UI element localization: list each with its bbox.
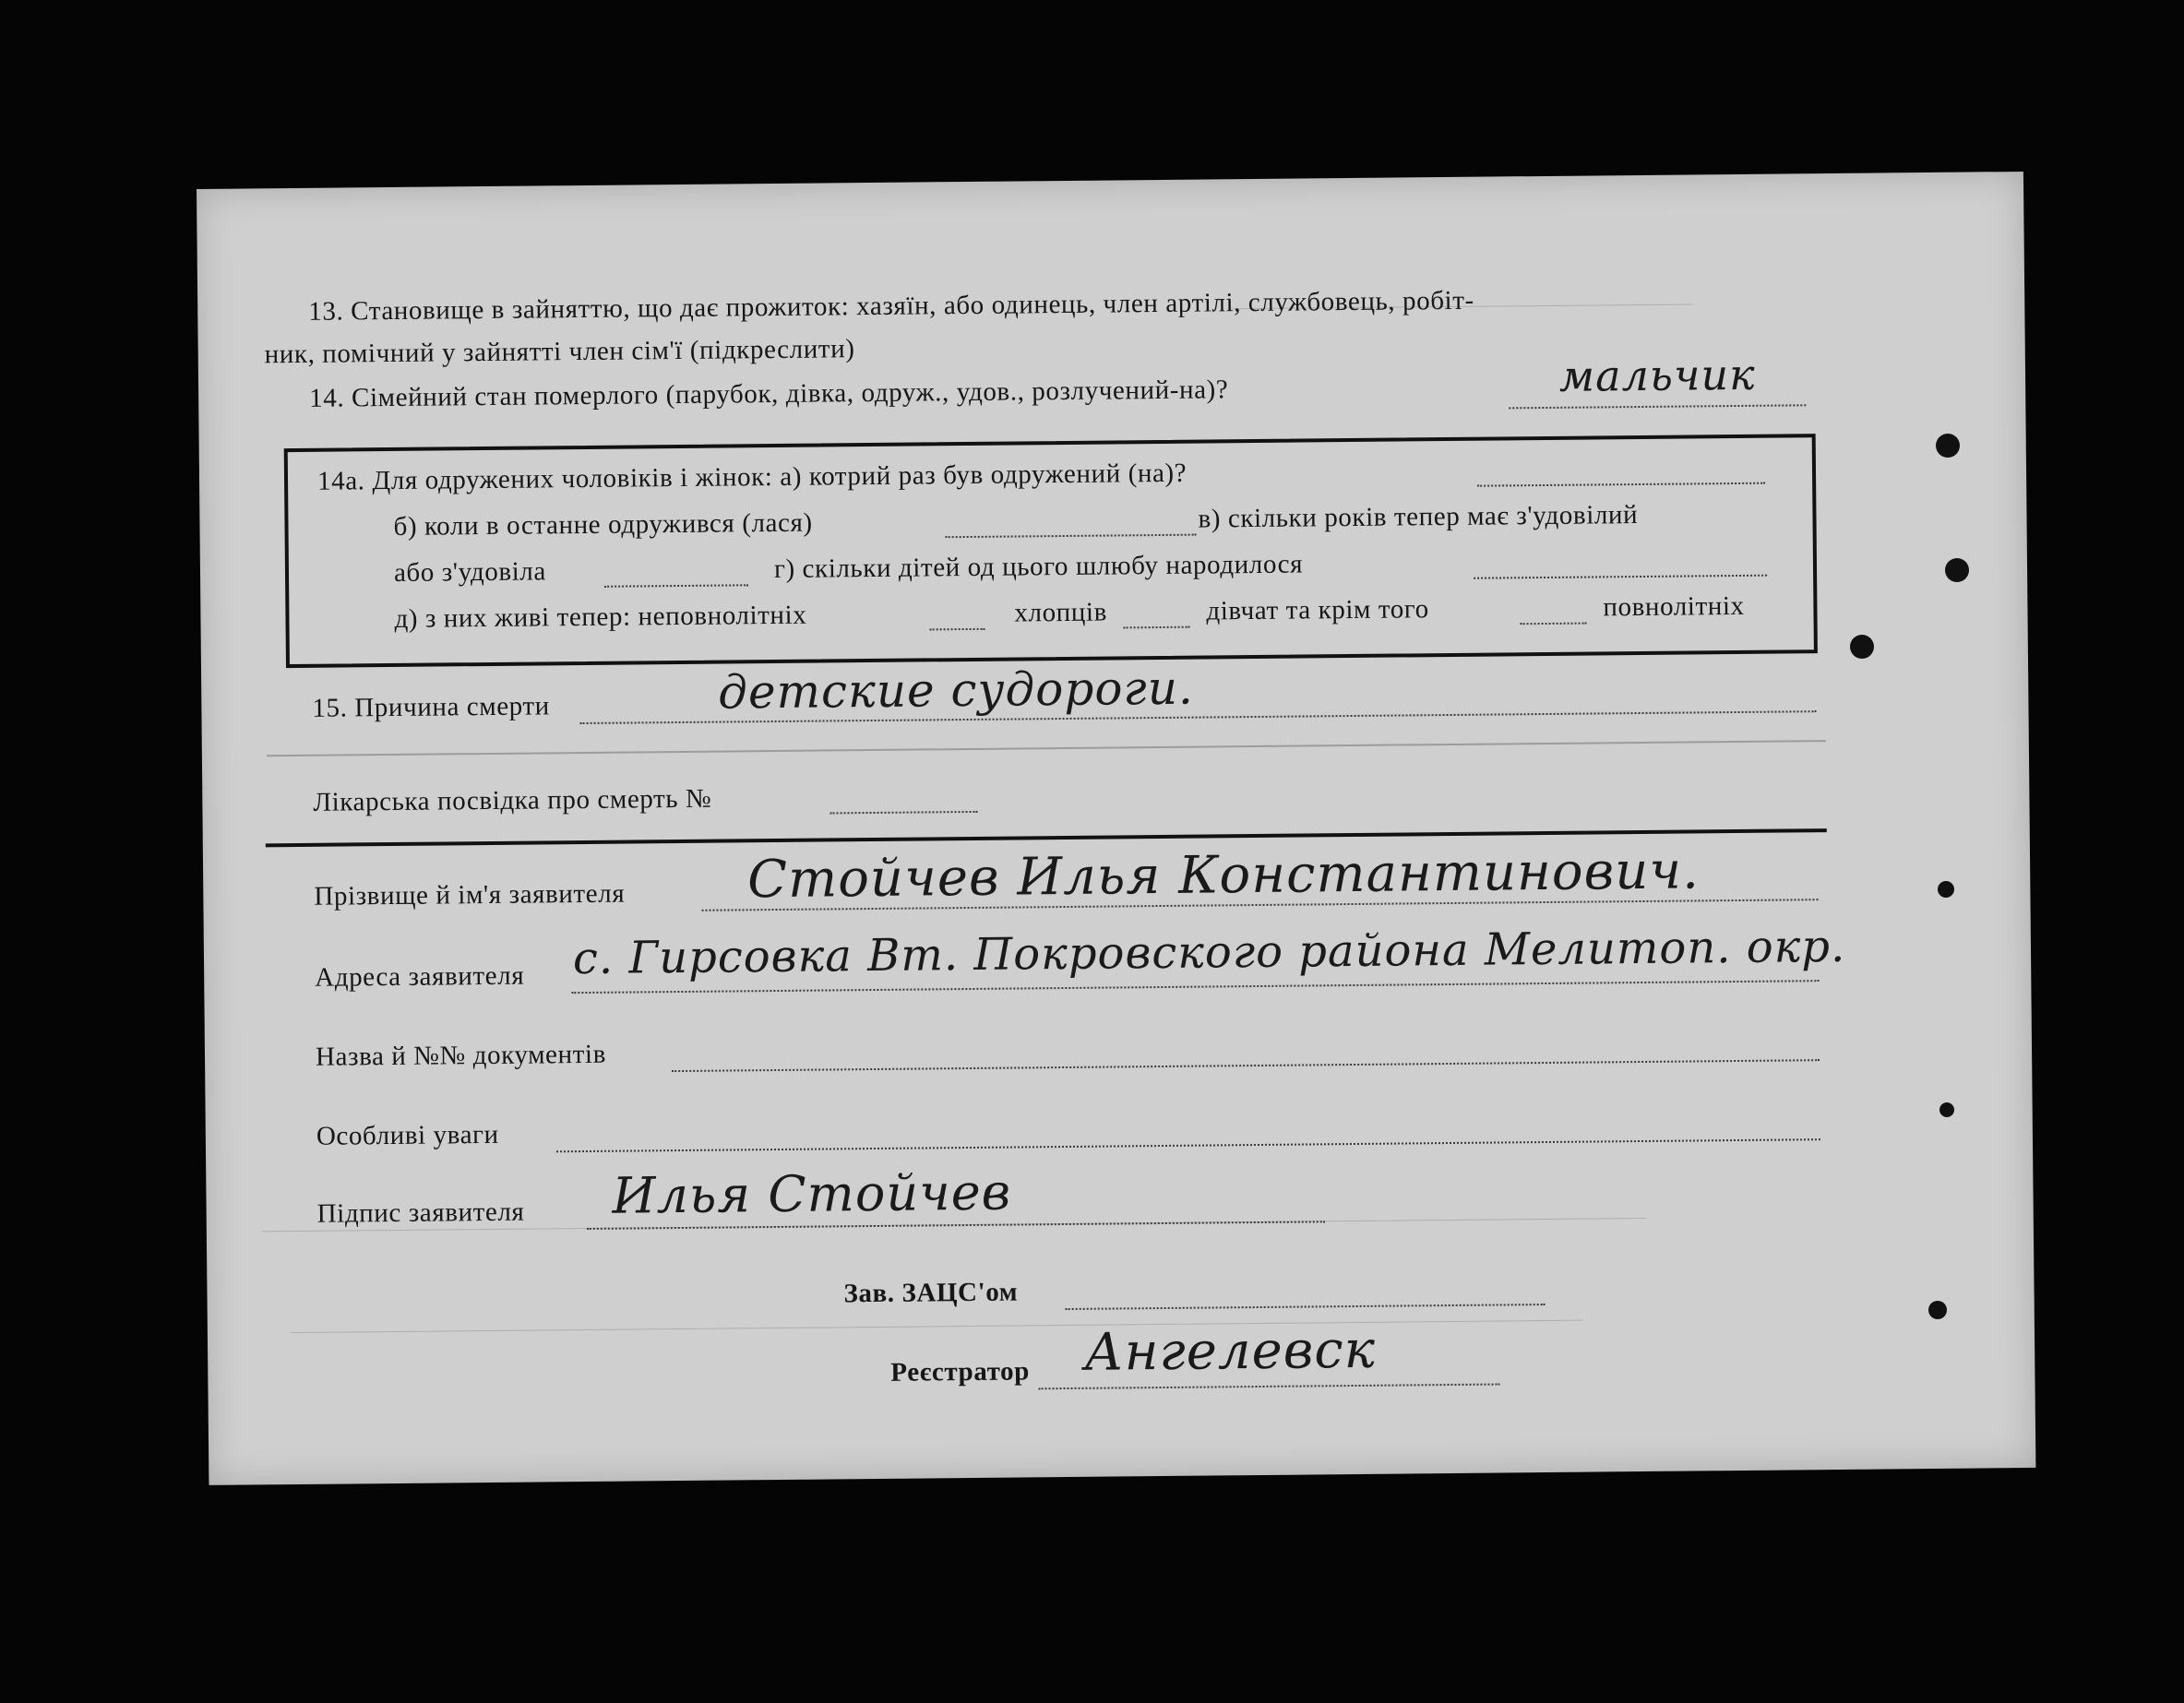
head-dotted-line [1066,1304,1546,1310]
item14a-line1: 14а. Для одружених чоловіків і жінок: а) котрий раз був одружений (на)? [316,458,1187,496]
item13-line2: ник, помічний у зайнятті член сім'ї (підкреслити) [264,334,855,370]
item14a-line4c: дівчат та крім того [1206,594,1429,626]
item14-label: 14. Сімейний стан померлого (парубок, дівка, одруж., удов., розлучений-на)? [309,375,1229,413]
documents-label: Назва й №№ документів [315,1039,607,1072]
applicant-signature-handwritten: Илья Стойчев [612,1162,1012,1225]
binding-hole [1928,1301,1947,1319]
bleed-through-line [291,1320,1582,1333]
item15-label: 15. Причина смерти [312,691,550,723]
item14a-line3a: або з'удовіла [393,556,547,588]
item14a-line4d: повнолітніх [1603,590,1745,623]
registrar-dotted-line [1039,1384,1500,1390]
item14-handwritten-value: мальчик [1558,349,1756,401]
binding-hole [1850,635,1874,659]
item14a-line2a: б) коли в останне одружився (лася) [393,507,813,542]
item15-separator [267,740,1826,756]
binding-hole [1936,434,1960,458]
medical-dotted-line [830,811,978,815]
item14a-line4b: хлопців [1014,597,1108,628]
remarks-dotted-line [556,1138,1820,1152]
head-label: Зав. ЗАЦС'ом [843,1277,1019,1309]
registrar-label: Реєстратор [890,1356,1031,1387]
applicant-name-handwritten-value: Стойчев Илья Константинович. [746,840,1701,911]
registrar-signature-handwritten: Ангелевск [1083,1319,1377,1383]
applicant-name-label: Прізвище й ім'я заявителя [314,878,626,911]
item14-dotted-line [1509,404,1806,409]
item15-handwritten-value: детские судороги. [717,661,1195,720]
documents-dotted-line [672,1059,1820,1072]
death-record-form [197,172,2035,1485]
medical-label: Лікарська посвідка про смерть № [313,783,712,817]
item14a-line3b: г) скільки дітей од цього шлюбу народилося [773,549,1304,585]
applicant-signature-label: Підпис заявителя [316,1197,525,1229]
binding-hole [1939,1102,1954,1117]
item14a-line4a: д) з них живі тепер: неповнолітніх [394,600,807,634]
remarks-label: Особливі уваги [316,1119,499,1151]
item14a-line2b: в) скільки років тепер має з'удовілий [1198,500,1639,534]
item13-line1: 13. Становище в зайняттю, що дає прожиток: хазяїн, або одинець, член артілі, службовець, робіт- [308,285,1474,327]
applicant-address-handwritten-value: с. Гирсовка Вт. Покровского района Мелитоп. окр. [572,920,1846,985]
binding-hole [1938,881,1954,898]
applicant-address-label: Адреса заявителя [315,960,525,993]
binding-hole [1945,558,1969,582]
